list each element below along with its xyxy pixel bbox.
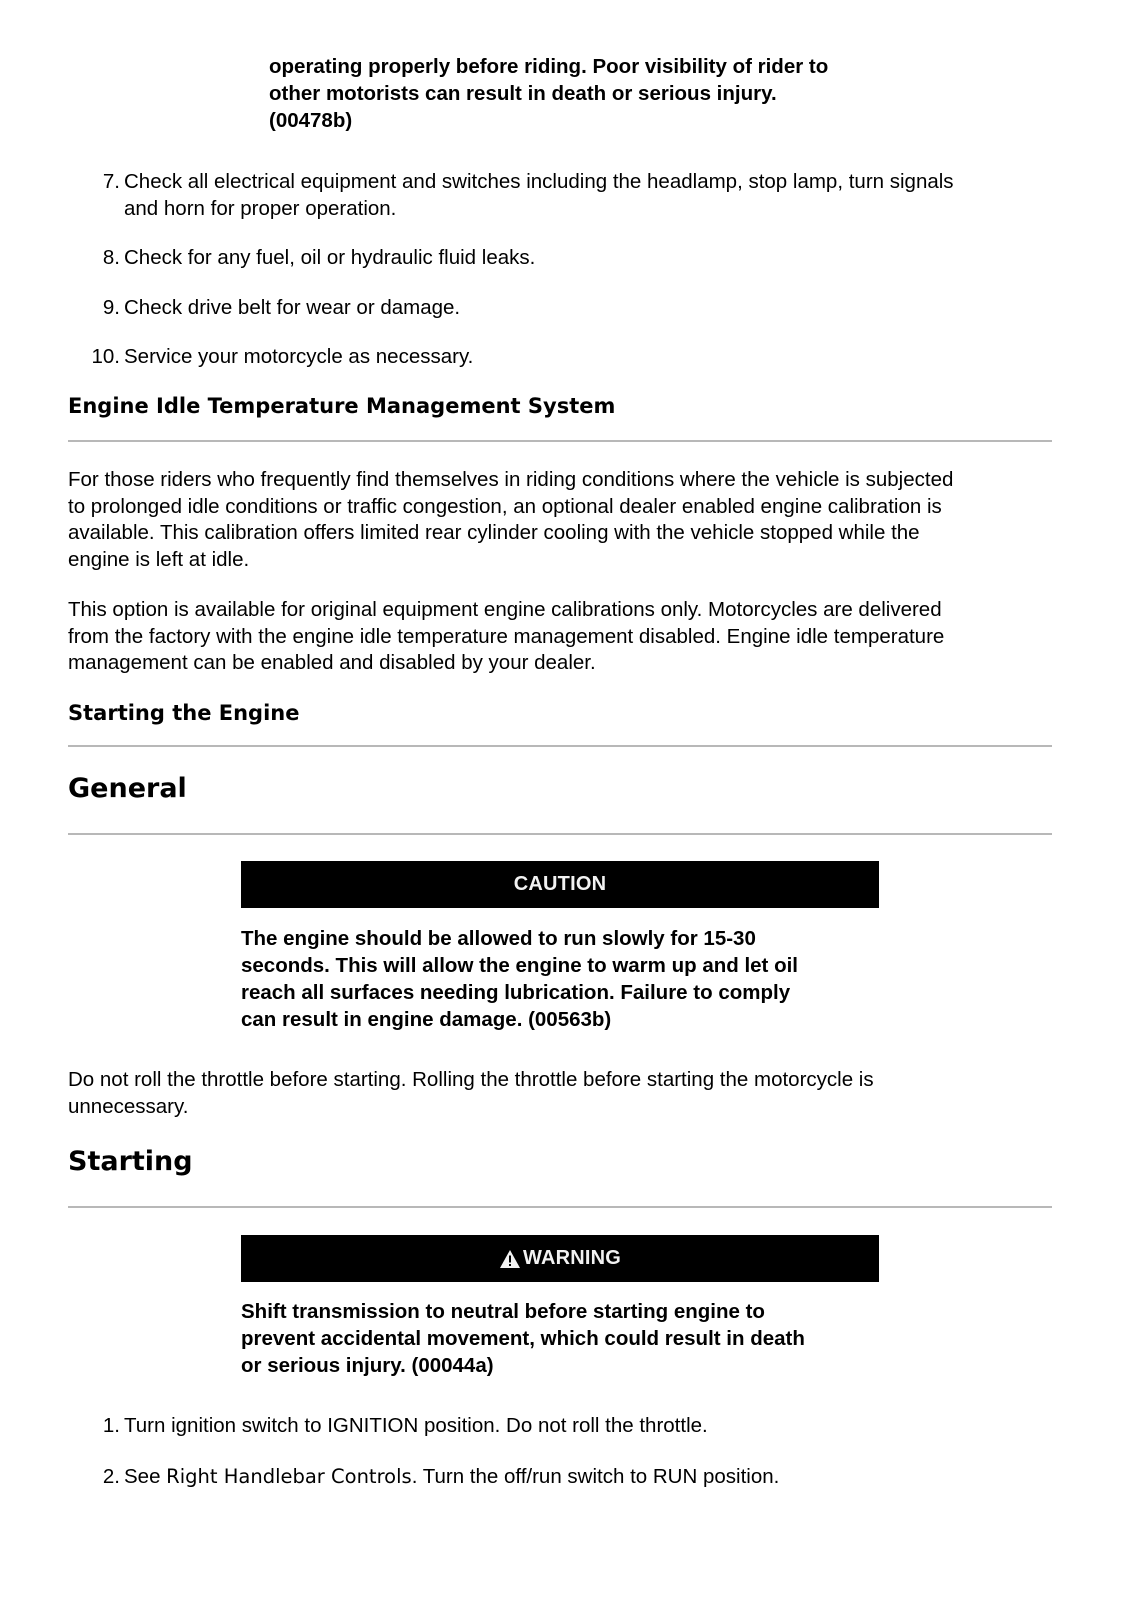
divider [68,440,1052,442]
caution-label: CAUTION [513,873,607,895]
list-text: and horn for proper operation. [124,196,397,220]
list-text: Check all electrical equipment and switches including the headlamp, stop lamp, turn signals [124,170,954,193]
list-number: 9. [102,296,120,319]
warning-label: WARNING [522,1247,622,1269]
warning-line: Shift transmission to neutral before starting engine to [241,1300,765,1323]
section-heading-starting: Starting [68,1146,193,1177]
paragraph-line: For those riders who frequently find themselves in riding conditions where the vehicle is subjected [68,468,954,491]
divider [68,833,1052,835]
list-number: 10. [91,345,120,368]
right-handlebar-controls-link[interactable]: Right Handlebar Controls [166,1465,412,1488]
divider [68,1206,1052,1208]
paragraph-line: to prolonged idle conditions or traffic congestion, an optional dealer enabled engine calibration is [68,494,942,518]
paragraph-line: engine is left at idle. [68,547,250,571]
warning-continuation-text [269,53,909,134]
list-text: . Turn the off/run switch to RUN position. [411,1465,780,1488]
list-number: 2. [102,1465,120,1488]
list-text: Service your motorcycle as necessary. [124,345,474,368]
section-heading-general: General [68,773,187,804]
list-text: See [124,1465,167,1488]
paragraph-line: unnecessary. [68,1094,189,1118]
warning-text [241,1298,881,1379]
paragraph-line: Do not roll the throttle before starting. Rolling the throttle before starting the motorcycle is [68,1068,874,1091]
paragraph-line: management can be enabled and disabled by your dealer. [68,651,596,674]
paragraph-line: This option is available for original equipment engine calibrations only. Motorcycles are delivered [68,598,942,621]
list-text: Check drive belt for wear or damage. [124,296,461,319]
section-heading-starting-engine: Starting the Engine [68,701,300,725]
warning-line: or serious injury. (00044a) [241,1354,494,1377]
paragraph-line: from the factory with the engine idle temperature management disabled. Engine idle temperature [68,624,945,648]
paragraph-line: available. This calibration offers limited rear cylinder cooling with the vehicle stopped while the [68,521,920,544]
caution-line: can result in engine damage. (00563b) [241,1008,612,1031]
divider [68,745,1052,747]
caution-line: The engine should be allowed to run slowly for 15-30 [241,927,756,950]
caution-text [241,925,881,1033]
list-number: 7. [102,170,120,193]
general-paragraph [68,1067,1068,1120]
caution-line: reach all surfaces needing lubrication. Failure to comply [241,981,791,1004]
list-text: Check for any fuel, oil or hydraulic fluid leaks. [124,246,536,269]
idle-temp-paragraph-1 [68,467,1068,573]
warning-line: other motorists can result in death or serious injury. [269,82,777,105]
warning-line: prevent accidental movement, which could result in death [241,1327,805,1350]
warning-line: operating properly before riding. Poor visibility of rider to [269,55,829,78]
caution-banner [241,861,879,908]
caution-line: seconds. This will allow the engine to warm up and let oil [241,954,798,977]
idle-temp-paragraph-2 [68,597,1068,677]
list-text: Turn ignition switch to IGNITION position. Do not roll the throttle. [124,1414,708,1437]
section-heading-idle-temp: Engine Idle Temperature Management System [68,394,616,418]
list-number: 8. [102,246,120,269]
warning-triangle-icon [499,1249,521,1269]
warning-banner [241,1235,879,1282]
warning-line: (00478b) [269,109,353,132]
list-number: 1. [102,1414,120,1437]
